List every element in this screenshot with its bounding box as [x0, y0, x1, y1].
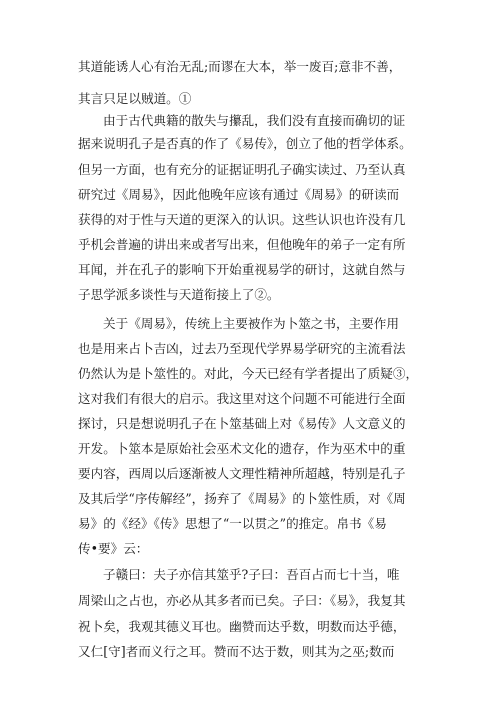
text-line: 耳闻，并在孔子的影响下开始重视易学的研讨，这就自然与	[78, 262, 406, 277]
quote-line: 又仁[守]者而义行之耳。赞而不达于数，则其为之巫;数而	[78, 644, 395, 659]
text-line: 仍然认为是卜筮性的。对此，今天已经有学者提出了质疑③，	[78, 366, 419, 381]
text-line: 要内容，西周以后逐渐被人文理性精神所超越，特别是孔子	[78, 466, 406, 481]
text-line: 研究过《周易》，因此他晚年应该有通过《周易》的研读而	[78, 187, 400, 202]
text-line: 这对我们有很大的启示。我这里对这个问题不可能进行全面	[78, 391, 406, 406]
text-line: 乎机会普遍的讲出来或者写出来，但他晚年的弟子一定有所	[78, 237, 406, 252]
quote-line: 周梁山之占也，亦必从其多者而已矣。子曰：《易》，我复其	[78, 593, 406, 608]
text-line: 由于古代典籍的散失与攥乱，我们没有直接而确切的证	[103, 113, 406, 128]
quote-line: 子赣曰：夫子亦信其筮乎?子曰：吾百占而七十当，唯	[103, 567, 400, 582]
text-line: 其道能诱人心有治无乱;而谬在大本，举一废百;意非不善，	[78, 59, 402, 74]
text-line: 获得的对于性与天道的更深入的认识。这些认识也许没有几	[78, 212, 406, 227]
text-line: 子思学派多谈性与天道衔接上了②。	[78, 287, 280, 302]
quote-line: 祝卜矣，我观其德义耳也。幽赞而达乎数，明数而达乎德，	[78, 619, 406, 634]
text-line: 探讨，只是想说明孔子在卜筮基础上对《易传》人文意义的	[78, 416, 406, 431]
text-line: 但另一方面，也有充分的证据证明孔子确实读过、乃至认真	[78, 162, 406, 177]
text-line: 据来说明孔子是否真的作了《易传》，创立了他的哲学体系。	[78, 136, 412, 151]
text-line: 其言只足以贼道。①	[78, 91, 192, 106]
text-line: 也是用来占卜吉凶，过去乃至现代学界易学研究的主流看法	[78, 341, 406, 356]
text-line: 开发。卜筮本是原始社会巫术文化的遗存，作为巫术中的重	[78, 441, 406, 456]
text-line: 及其后学“序传解经”，扬弃了《周易》的卜筮性质，对《周	[78, 491, 406, 506]
text-line: 关于《周易》，传统上主要被作为卜筮之书，主要作用	[103, 316, 399, 331]
text-line: 易》的《经》《传》思想了“一以贯之”的推定。帛书《易	[78, 516, 387, 531]
text-line: 传•要》云：	[78, 541, 149, 556]
